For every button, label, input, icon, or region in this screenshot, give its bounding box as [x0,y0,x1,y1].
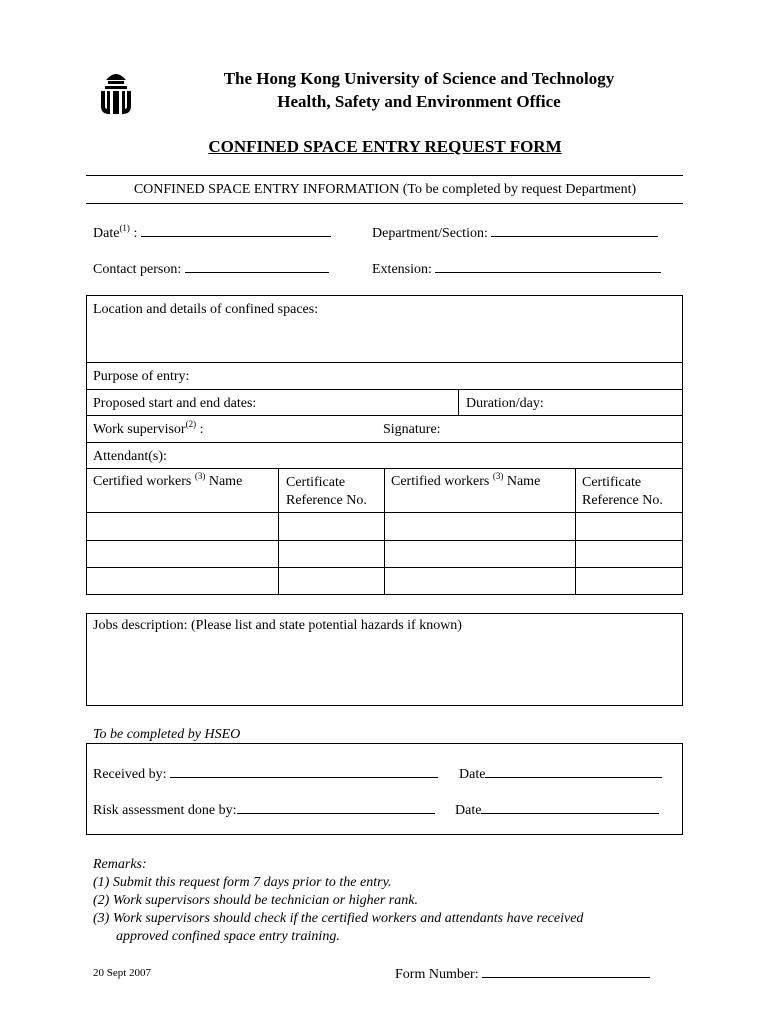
remarks-heading: Remarks: [93,857,147,872]
remark-3: (3) Work supervisors should check if the certified workers and attendants have received [93,911,584,926]
col-header-cert-2 [582,474,663,510]
dates-label: Proposed start and end dates: [93,396,257,411]
university-name: The Hong Kong University of Science and Technology [223,69,615,88]
attendants-label: Attendant(s): [93,449,167,464]
info-section-title: CONFINED SPACE ENTRY INFORMATION (To be completed by request Department) [133,182,637,197]
col2-line2: Reference No. [286,493,367,508]
rule-1 [86,362,683,363]
supervisor-label [93,419,204,438]
received-field[interactable] [93,765,438,783]
hseo-box [86,743,683,835]
col3-b: Name [503,474,541,489]
col4-line2: Reference No. [582,493,663,508]
date1-blank[interactable] [485,765,662,778]
remark-2: (2) Work supervisors should be technician or higher rank. [93,893,418,908]
date-label: Date [93,226,120,241]
col-header-workers-1 [93,471,243,490]
office-name: Health, Safety and Environment Office [277,92,561,111]
divider-bottom [86,203,683,204]
duration-label: Duration/day: [466,396,544,411]
extension-blank[interactable] [435,260,661,273]
col2-line1: Certificate [286,475,346,490]
risk-label: Risk assessment done by: [93,803,237,818]
extension-field[interactable] [372,260,661,278]
vrule-col3 [384,468,385,595]
col3-sup: (3) [492,471,504,481]
hseo-heading: To be completed by HSEO [93,727,241,742]
col-header-cert-1 [286,474,367,510]
vrule-col2 [278,468,279,595]
supervisor-text: Work supervisor [93,422,186,437]
rule-3 [86,415,683,416]
risk-field[interactable] [93,801,435,819]
contact-label: Contact person: [93,262,182,277]
supervisor-sup: (2) [185,419,197,429]
date2-label: Date [455,803,482,818]
received-label: Received by: [93,767,167,782]
received-blank[interactable] [170,765,438,778]
rule-2 [86,389,683,390]
form-number-field[interactable] [395,965,650,983]
footer-date: 20 Sept 2007 [93,967,152,979]
risk-blank[interactable] [237,801,435,814]
divider-top [86,175,683,176]
rule-4 [86,442,683,443]
signature-label: Signature: [383,422,441,437]
department-label: Department/Section: [372,226,488,241]
col1-b: Name [205,474,243,489]
date2-blank[interactable] [481,801,659,814]
contact-blank[interactable] [185,260,329,273]
vrule-duration [458,389,459,415]
date-blank[interactable] [141,224,331,237]
purpose-label: Purpose of entry: [93,369,190,384]
col3-a: Certified workers [391,474,493,489]
date-sup: (1) [119,223,130,233]
form-number-label: Form Number: [395,967,479,982]
col1-a: Certified workers [93,474,195,489]
date1-label: Date [459,767,486,782]
remarks [93,856,583,946]
col-header-workers-2 [391,471,541,490]
supervisor-colon: : [196,422,204,437]
col1-sup: (3) [194,471,206,481]
vrule-col4 [575,468,576,595]
date1-field[interactable] [459,765,662,783]
remark-1: (1) Submit this request form 7 days prior to the entry. [93,875,392,890]
location-label: Location and details of confined spaces: [93,302,319,317]
date-colon: : [129,226,138,241]
col4-line1: Certificate [582,475,642,490]
department-blank[interactable] [491,224,658,237]
form-number-blank[interactable] [482,965,650,978]
contact-field[interactable] [93,260,329,278]
remark-3-cont: approved confined space entry training. [116,929,340,944]
form-title: CONFINED SPACE ENTRY REQUEST FORM [208,137,562,156]
jobs-label: Jobs description: (Please list and state potential hazards if known) [93,618,462,633]
date-field[interactable] [93,224,331,242]
department-field[interactable] [372,224,658,242]
date2-field[interactable] [455,801,659,819]
extension-label: Extension: [372,262,432,277]
